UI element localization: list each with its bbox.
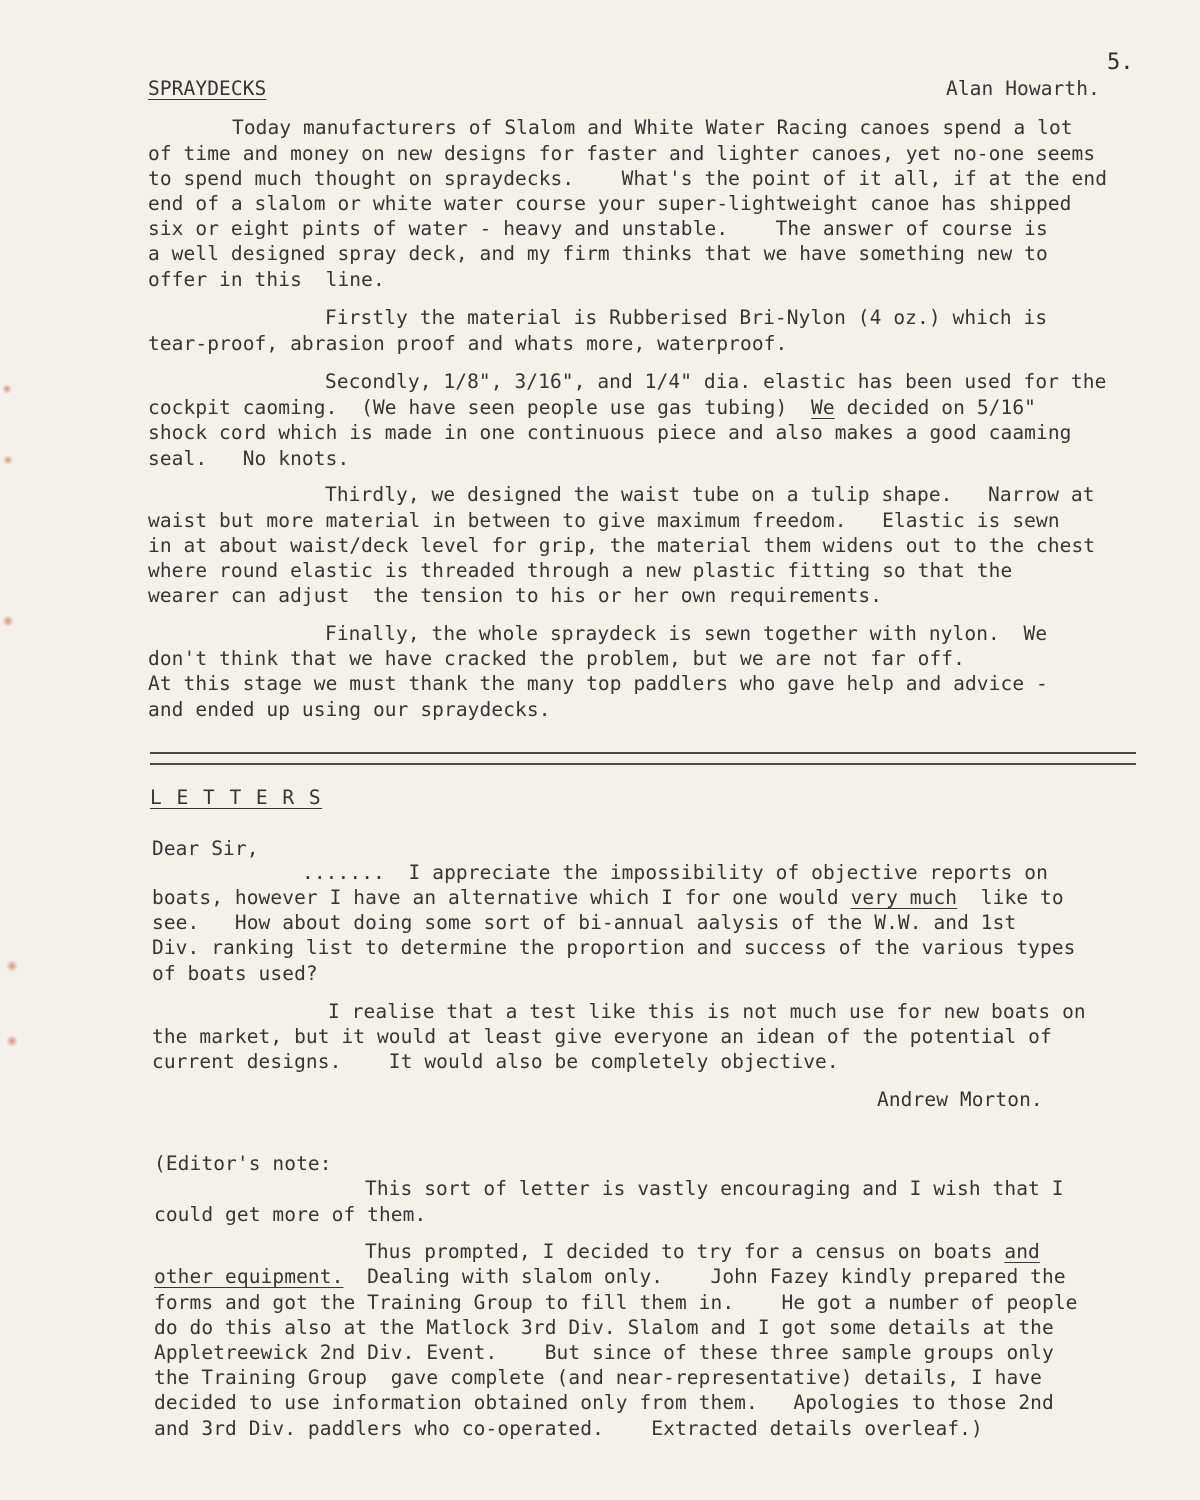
editor-note-part: Dealing with slalom only. John Fazey kindly prepared the bbox=[343, 1265, 1066, 1288]
letter-line-part: like to bbox=[957, 886, 1064, 909]
letter-line bbox=[152, 885, 1064, 910]
article-line: waist but more material in between to give maximum freedom. Elastic is sewn bbox=[148, 509, 1060, 532]
underlined-phrase: very much bbox=[850, 886, 958, 909]
article-line: six or eight pints of water - heavy and unstable. The answer of course is bbox=[148, 217, 1048, 240]
article-line: a well designed spray deck, and my firm thinks that we have something new to bbox=[148, 242, 1048, 265]
article-author: Alan Howarth. bbox=[946, 77, 1100, 100]
letter-line: Div. ranking list to determine the proportion and success of the various types bbox=[152, 936, 1076, 959]
section-divider bbox=[150, 752, 1136, 765]
letter-salutation: Dear Sir, bbox=[152, 837, 259, 860]
editor-note-line: and 3rd Div. paddlers who co-operated. Extracted details overleaf.) bbox=[154, 1417, 983, 1440]
article-heading: SPRAYDECKS bbox=[148, 77, 267, 100]
editor-note-line: could get more of them. bbox=[154, 1203, 427, 1226]
letters-heading: L E T T E R S bbox=[150, 786, 323, 809]
margin-mark bbox=[2, 384, 12, 394]
article-line: Today manufacturers of Slalom and White Water Racing canoes spend a lot bbox=[232, 116, 1073, 139]
editor-note-line: decided to use information obtained only from them. Apologies to those 2nd bbox=[154, 1391, 1054, 1414]
letter-line: of boats used? bbox=[152, 962, 318, 985]
letter-line: I realise that a test like this is not much use for new boats on bbox=[328, 1000, 1086, 1023]
editor-note-line: the Training Group gave complete (and near-representative) details, I have bbox=[154, 1366, 1042, 1389]
article-line: offer in this line. bbox=[148, 268, 385, 291]
editor-note-part: Thus prompted, I decided to try for a census on boats bbox=[365, 1240, 1005, 1263]
editor-note-line: This sort of letter is vastly encouraging and I wish that I bbox=[365, 1177, 1064, 1200]
article-line: Finally, the whole spraydeck is sewn together with nylon. We bbox=[325, 622, 1048, 645]
editor-note-line: forms and got the Training Group to fill them in. He got a number of people bbox=[154, 1291, 1078, 1314]
underlined-phrase: other equipment. bbox=[154, 1265, 344, 1288]
letter-line-part: boats, however I have an alternative which I for one would bbox=[152, 886, 851, 909]
margin-mark bbox=[2, 615, 14, 627]
underlined-word: and bbox=[1004, 1240, 1040, 1263]
letter-line: current designs. It would also be completely objective. bbox=[152, 1050, 839, 1073]
letter-line: ....... I appreciate the impossibility of objective reports on bbox=[302, 861, 1048, 884]
editor-note-line: do do this also at the Matlock 3rd Div. Slalom and I got some details at the bbox=[154, 1316, 1054, 1339]
letter-line: see. How about doing some sort of bi-annual aalysis of the W.W. and 1st bbox=[152, 911, 1017, 934]
article-line: and ended up using our spraydecks. bbox=[148, 698, 551, 721]
margin-mark bbox=[6, 960, 18, 972]
article-line: don't think that we have cracked the problem, but we are not far off. bbox=[148, 647, 965, 670]
editor-note-line bbox=[365, 1239, 1040, 1264]
letter-signature: Andrew Morton. bbox=[877, 1088, 1043, 1111]
margin-mark bbox=[6, 1035, 18, 1047]
article-line: wearer can adjust the tension to his or her own requirements. bbox=[148, 584, 883, 607]
editor-note-line bbox=[154, 1264, 1066, 1289]
article-line: where round elastic is threaded through a new plastic fitting so that the bbox=[148, 559, 1013, 582]
article-line: seal. No knots. bbox=[148, 447, 350, 470]
article-line: to spend much thought on spraydecks. What's the point of it all, if at the end bbox=[148, 167, 1108, 190]
editor-note-line: Appletreewick 2nd Div. Event. But since of these three sample groups only bbox=[154, 1341, 1054, 1364]
article-line: of time and money on new designs for faster and lighter canoes, yet no-one seems bbox=[148, 142, 1096, 165]
article-line-part: decided on 5/16" bbox=[834, 396, 1037, 419]
article-line bbox=[148, 395, 1036, 420]
article-line: Thirdly, we designed the waist tube on a tulip shape. Narrow at bbox=[325, 483, 1095, 506]
article-line: At this stage we must thank the many top paddlers who gave help and advice - bbox=[148, 672, 1048, 695]
editor-note-opening: (Editor's note: bbox=[154, 1152, 332, 1175]
underlined-word: We bbox=[811, 396, 835, 419]
article-line: end of a slalom or white water course your super-lightweight canoe has shipped bbox=[148, 192, 1072, 215]
page-number: 5. bbox=[1107, 50, 1134, 75]
article-line: tear-proof, abrasion proof and whats more, waterproof. bbox=[148, 332, 788, 355]
article-line: in at about waist/deck level for grip, the material them widens out to the chest bbox=[148, 534, 1096, 557]
article-line: Secondly, 1/8", 3/16", and 1/4" dia. elastic has been used for the bbox=[325, 370, 1107, 393]
letter-line: the market, but it would at least give everyone an idean of the potential of bbox=[152, 1025, 1052, 1048]
article-line: Firstly the material is Rubberised Bri-Nylon (4 oz.) which is bbox=[325, 306, 1048, 329]
article-line: shock cord which is made in one continuous piece and also makes a good caaming bbox=[148, 421, 1072, 444]
article-line-part: cockpit caoming. (We have seen people use gas tubing) bbox=[148, 396, 812, 419]
margin-mark bbox=[3, 455, 13, 465]
